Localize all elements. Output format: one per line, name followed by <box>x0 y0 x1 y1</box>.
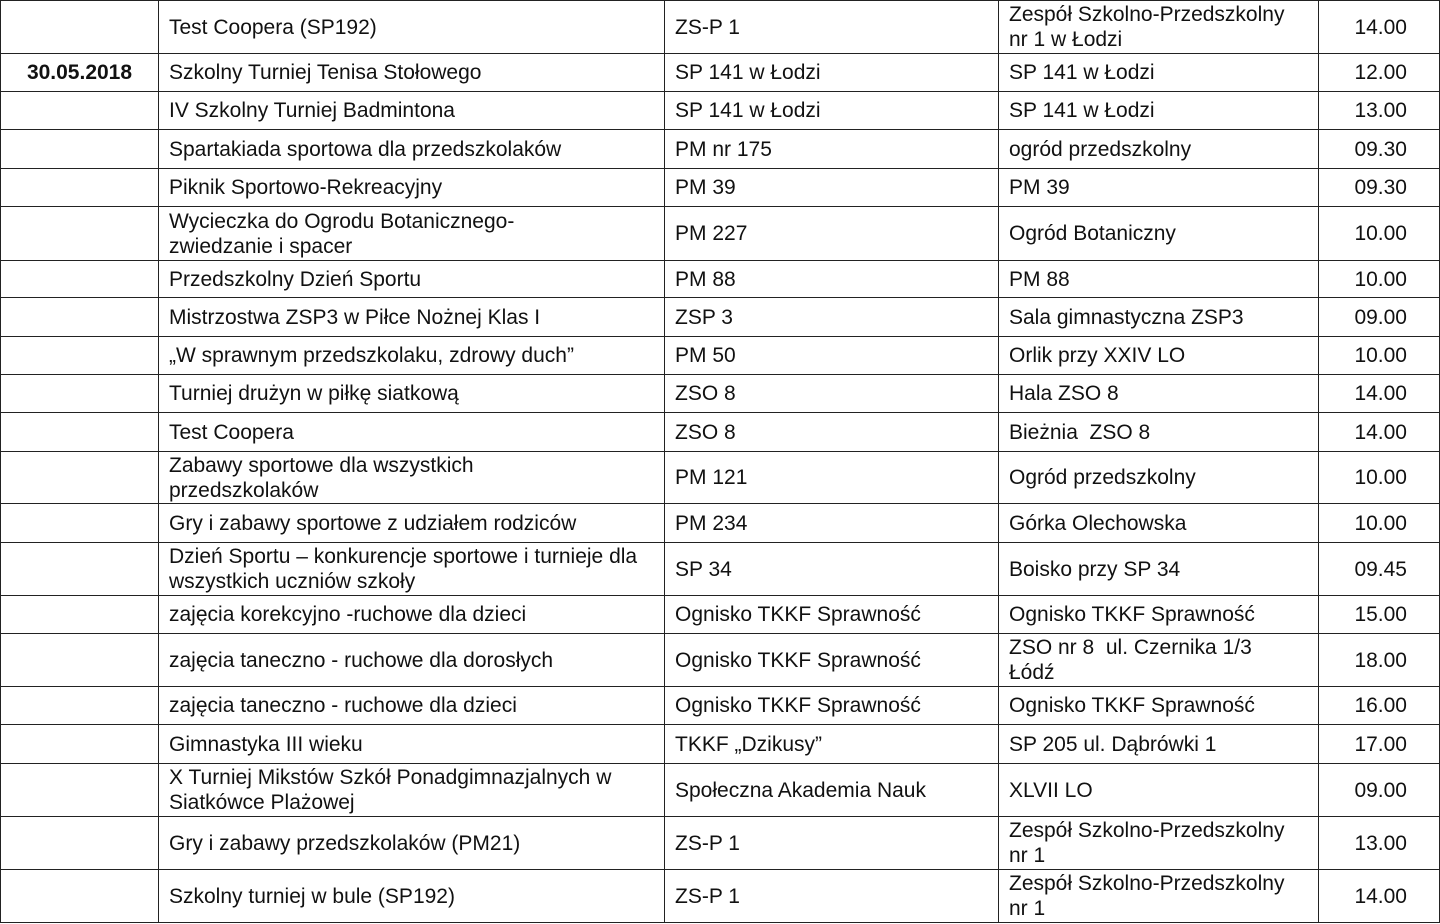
time-cell: 13.00 <box>1319 817 1440 870</box>
date-cell <box>1 870 159 923</box>
organizer-cell: PM 88 <box>665 261 999 298</box>
date-cell <box>1 261 159 298</box>
table-row <box>1 687 1440 725</box>
place-cell: ogród przedszkolny <box>999 130 1319 169</box>
event-cell: Szkolny Turniej Tenisa Stołowego <box>159 54 665 92</box>
organizer-cell: PM 121 <box>665 452 999 504</box>
place-line: Zespół Szkolno-Przedszkolny nr 1 w Łodzi <box>1009 3 1285 51</box>
time-cell: 09.30 <box>1319 130 1440 169</box>
event-cell: Mistrzostwa ZSP3 w Piłce Nożnej Klas I <box>159 298 665 337</box>
event-cell: „W sprawnym przedszkolaku, zdrowy duch” <box>159 337 665 375</box>
date-cell <box>1 298 159 337</box>
event-cell: Dzień Sportu – konkurencje sportowe i turnieje dla wszystkich uczniów szkoły <box>159 543 665 596</box>
table-row <box>1 870 1440 923</box>
time-cell: 14.00 <box>1319 413 1440 452</box>
table-row <box>1 298 1440 337</box>
organizer-cell: PM 50 <box>665 337 999 375</box>
table-row <box>1 596 1440 634</box>
organizer-cell: Ognisko TKKF Sprawność <box>665 596 999 634</box>
event-cell: Gry i zabawy przedszkolaków (PM21) <box>159 817 665 870</box>
table-row <box>1 817 1440 870</box>
place-cell: Ogród Botaniczny <box>999 207 1319 261</box>
date-cell <box>1 130 159 169</box>
date-cell <box>1 725 159 764</box>
organizer-cell: Ognisko TKKF Sprawność <box>665 687 999 725</box>
table-row <box>1 261 1440 298</box>
time-cell: 10.00 <box>1319 337 1440 375</box>
table-row <box>1 337 1440 375</box>
event-cell: Test Coopera <box>159 413 665 452</box>
event-cell: Test Coopera (SP192) <box>159 1 665 54</box>
time-cell: 13.00 <box>1319 92 1440 130</box>
time-cell: 09.45 <box>1319 543 1440 596</box>
date-cell <box>1 817 159 870</box>
organizer-cell: SP 141 w Łodzi <box>665 92 999 130</box>
organizer-cell: PM 227 <box>665 207 999 261</box>
place-cell: Sala gimnastyczna ZSP3 <box>999 298 1319 337</box>
place-cell <box>999 870 1319 923</box>
place-cell: Hala ZSO 8 <box>999 375 1319 413</box>
organizer-cell: ZS-P 1 <box>665 870 999 923</box>
event-cell: Gry i zabawy sportowe z udziałem rodziców <box>159 504 665 543</box>
event-cell: Gimnastyka III wieku <box>159 725 665 764</box>
table-row <box>1 725 1440 764</box>
organizer-cell: SP 141 w Łodzi <box>665 54 999 92</box>
place-cell: PM 39 <box>999 169 1319 207</box>
place-cell: Orlik przy XXIV LO <box>999 337 1319 375</box>
organizer-cell: ZSO 8 <box>665 375 999 413</box>
event-line: Zabawy sportowe dla wszystkich przedszkolaków <box>169 453 474 502</box>
time-cell: 10.00 <box>1319 452 1440 504</box>
organizer-cell: ZS-P 1 <box>665 1 999 54</box>
time-cell: 14.00 <box>1319 1 1440 54</box>
event-cell: Spartakiada sportowa dla przedszkolaków <box>159 130 665 169</box>
place-cell: Ognisko TKKF Sprawność <box>999 687 1319 725</box>
organizer-cell: PM nr 175 <box>665 130 999 169</box>
event-cell: Przedszkolny Dzień Sportu <box>159 261 665 298</box>
time-cell: 15.00 <box>1319 596 1440 634</box>
place-line: ZSO nr 8 ul. Czernika 1/3 Łódź <box>1009 636 1258 684</box>
time-cell: 09.30 <box>1319 169 1440 207</box>
organizer-cell: ZSO 8 <box>665 413 999 452</box>
organizer-cell: Ognisko TKKF Sprawność <box>665 634 999 687</box>
table-row <box>1 543 1440 596</box>
date-cell: 30.05.2018 <box>1 54 159 92</box>
time-cell: 10.00 <box>1319 207 1440 261</box>
date-cell <box>1 764 159 817</box>
date-cell <box>1 452 159 504</box>
date-cell <box>1 1 159 54</box>
place-cell: SP 141 w Łodzi <box>999 92 1319 130</box>
event-cell: IV Szkolny Turniej Badmintona <box>159 92 665 130</box>
event-cell: X Turniej Mikstów Szkół Ponadgimnazjalnych w Siatkówce Plażowej <box>159 764 665 817</box>
place-cell: Górka Olechowska <box>999 504 1319 543</box>
organizer-cell: TKKF „Dzikusy” <box>665 725 999 764</box>
place-line: Zespół Szkolno-Przedszkolny nr 1 <box>1009 819 1285 867</box>
date-cell <box>1 413 159 452</box>
table-row <box>1 634 1440 687</box>
place-cell: XLVII LO <box>999 764 1319 817</box>
table-row <box>1 375 1440 413</box>
place-cell: PM 88 <box>999 261 1319 298</box>
event-cell <box>159 452 665 504</box>
time-cell: 14.00 <box>1319 870 1440 923</box>
place-cell: Ognisko TKKF Sprawność <box>999 596 1319 634</box>
date-cell <box>1 596 159 634</box>
organizer-cell: ZSP 3 <box>665 298 999 337</box>
date-cell <box>1 375 159 413</box>
table-row <box>1 452 1440 504</box>
event-cell: zajęcia taneczno - ruchowe dla dzieci <box>159 687 665 725</box>
date-cell <box>1 504 159 543</box>
time-cell: 10.00 <box>1319 261 1440 298</box>
place-cell <box>999 634 1319 687</box>
table-row <box>1 413 1440 452</box>
date-cell <box>1 337 159 375</box>
date-cell <box>1 634 159 687</box>
place-cell: Ogród przedszkolny <box>999 452 1319 504</box>
table-row <box>1 169 1440 207</box>
place-cell: Boisko przy SP 34 <box>999 543 1319 596</box>
place-cell: Bieżnia ZSO 8 <box>999 413 1319 452</box>
date-cell <box>1 169 159 207</box>
time-cell: 14.00 <box>1319 375 1440 413</box>
table-row <box>1 764 1440 817</box>
event-cell: zajęcia korekcyjno -ruchowe dla dzieci <box>159 596 665 634</box>
place-cell: SP 205 ul. Dąbrówki 1 <box>999 725 1319 764</box>
table-row <box>1 207 1440 261</box>
organizer-cell: PM 39 <box>665 169 999 207</box>
table-row <box>1 1 1440 54</box>
place-line: Zespół Szkolno-Przedszkolny nr 1 <box>1009 872 1285 920</box>
time-cell: 10.00 <box>1319 504 1440 543</box>
event-cell: Turniej drużyn w piłkę siatkową <box>159 375 665 413</box>
place-cell <box>999 1 1319 54</box>
organizer-cell: Społeczna Akademia Nauk <box>665 764 999 817</box>
date-cell <box>1 92 159 130</box>
schedule-table-body <box>1 1 1440 923</box>
time-cell: 18.00 <box>1319 634 1440 687</box>
organizer-cell: SP 34 <box>665 543 999 596</box>
table-row <box>1 504 1440 543</box>
date-cell <box>1 207 159 261</box>
event-cell: Szkolny turniej w bule (SP192) <box>159 870 665 923</box>
date-cell <box>1 687 159 725</box>
time-cell: 09.00 <box>1319 298 1440 337</box>
place-cell: SP 141 w Łodzi <box>999 54 1319 92</box>
organizer-cell: PM 234 <box>665 504 999 543</box>
organizer-cell: ZS-P 1 <box>665 817 999 870</box>
event-cell: Piknik Sportowo-Rekreacyjny <box>159 169 665 207</box>
time-cell: 17.00 <box>1319 725 1440 764</box>
time-cell: 16.00 <box>1319 687 1440 725</box>
table-row <box>1 92 1440 130</box>
event-cell <box>159 207 665 261</box>
date-cell <box>1 543 159 596</box>
place-cell <box>999 817 1319 870</box>
event-cell: zajęcia taneczno - ruchowe dla dorosłych <box>159 634 665 687</box>
time-cell: 12.00 <box>1319 54 1440 92</box>
table-row <box>1 130 1440 169</box>
table-row <box>1 54 1440 92</box>
time-cell: 09.00 <box>1319 764 1440 817</box>
event-line: Wycieczka do Ogrodu Botanicznego- zwiedzanie i spacer <box>169 209 515 258</box>
